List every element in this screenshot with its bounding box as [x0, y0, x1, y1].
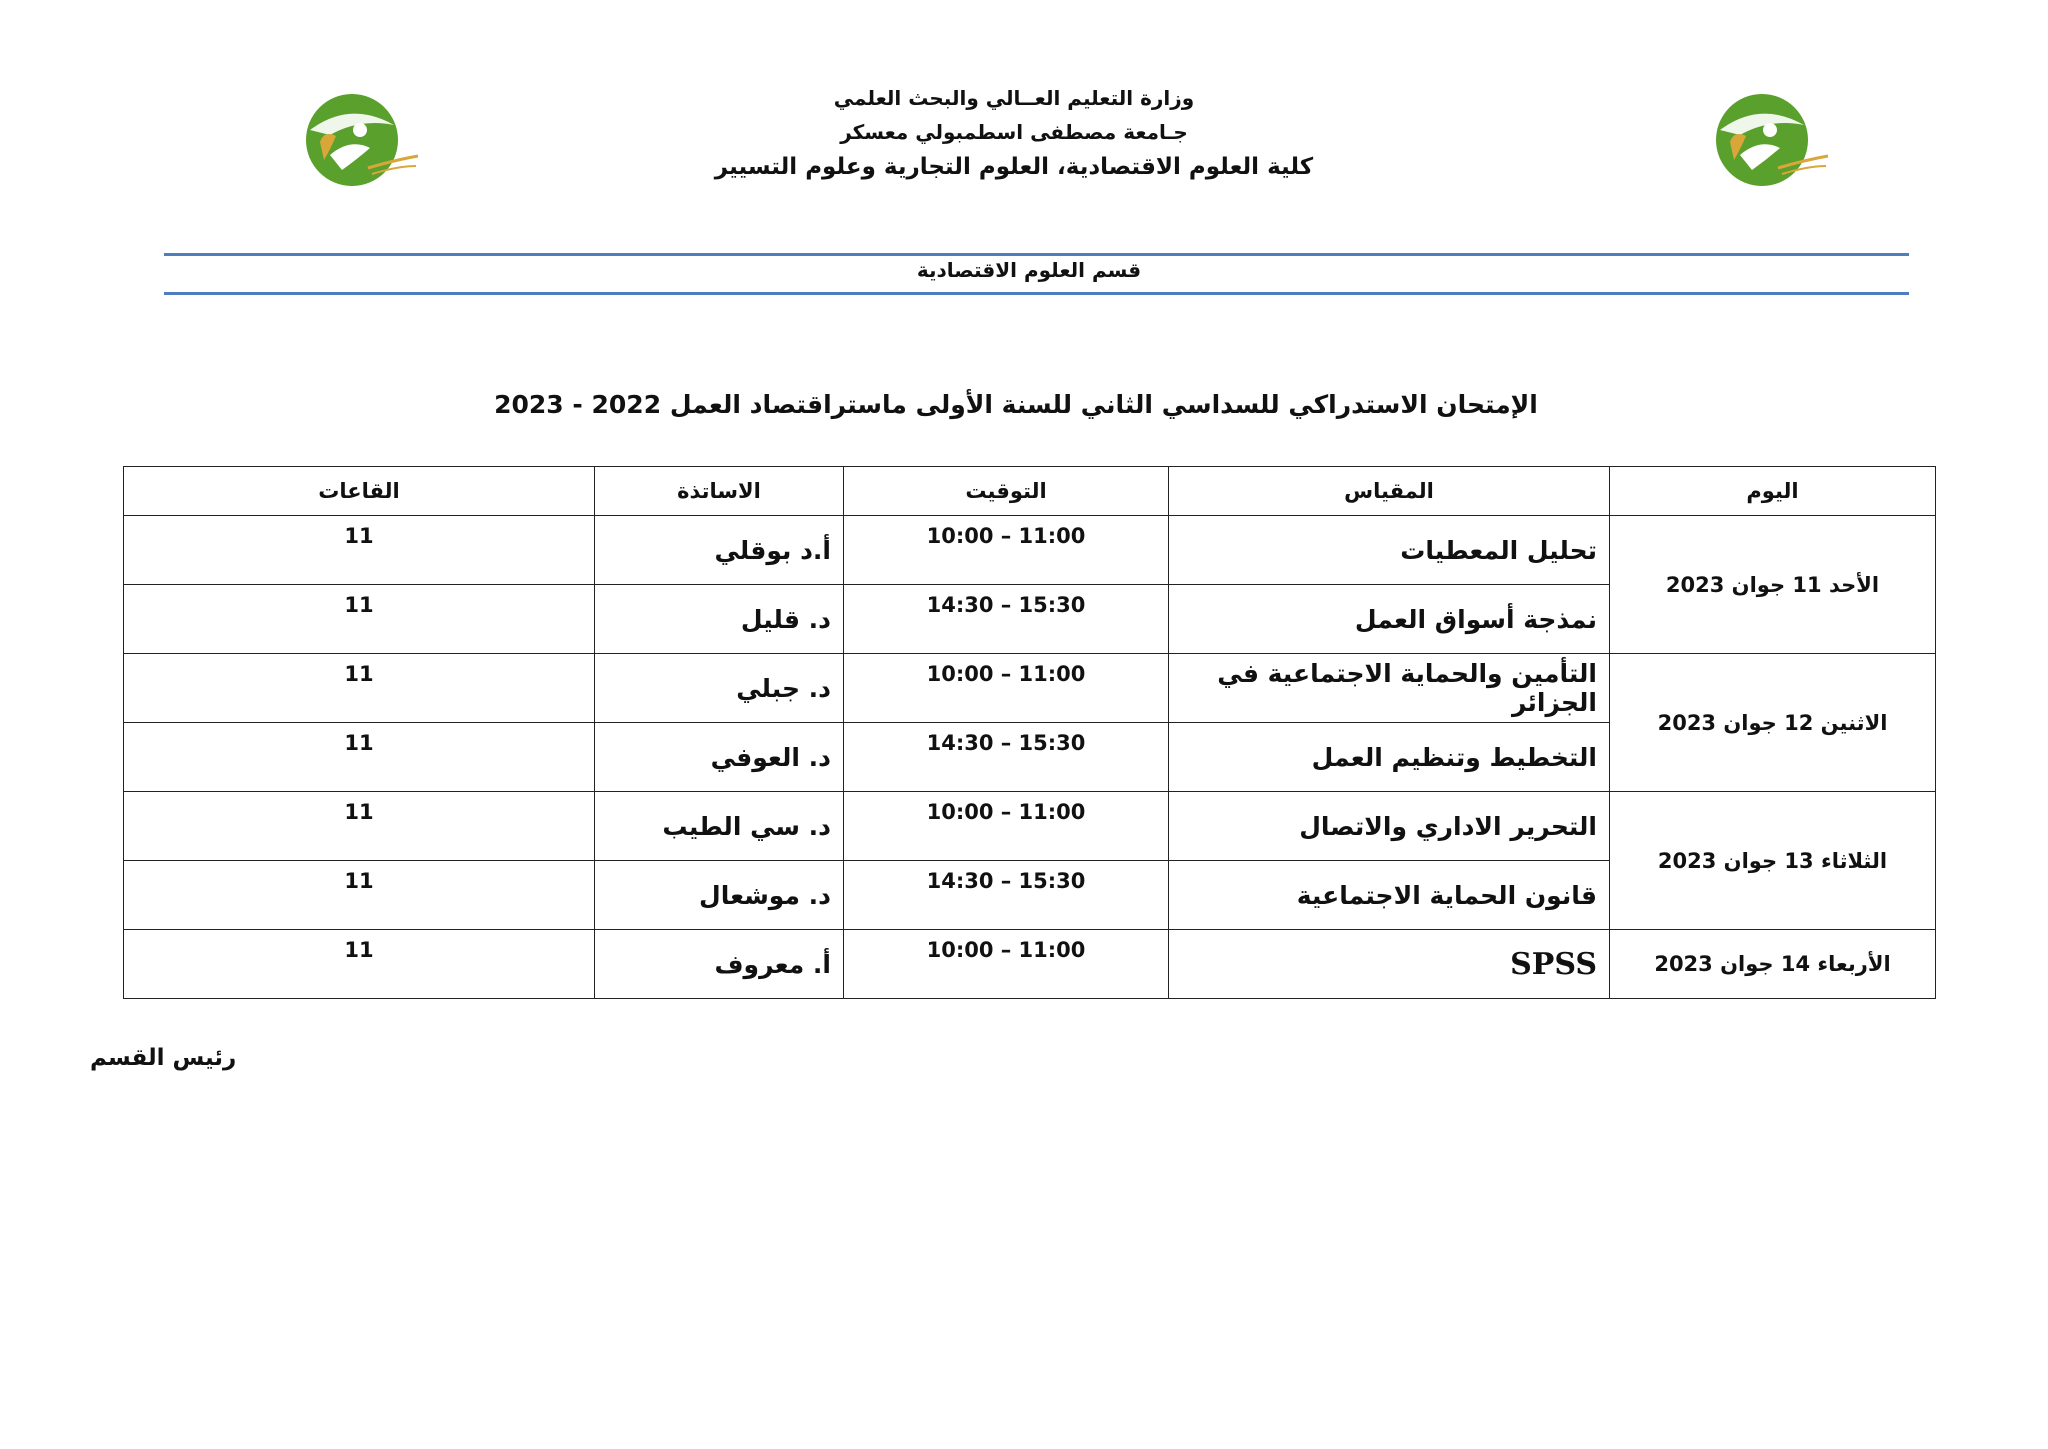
day-cell: الأربعاء 14 جوان 2023	[1610, 930, 1936, 999]
department-name: قسم العلوم الاقتصادية	[916, 258, 1142, 282]
day-cell: الاثنين 12 جوان 2023	[1610, 654, 1936, 792]
header-time: التوقيت	[844, 467, 1169, 516]
day-cell: الأحد 11 جوان 2023	[1610, 516, 1936, 654]
module-cell: SPSS	[1169, 930, 1610, 999]
time-cell: 10:00 – 11:00	[844, 654, 1169, 723]
teacher-cell: أ. معروف	[595, 930, 844, 999]
time-cell: 10:00 – 11:00	[844, 792, 1169, 861]
room-cell: 11	[124, 792, 595, 861]
time-cell: 10:00 – 11:00	[844, 930, 1169, 999]
table-row	[124, 516, 1936, 585]
divider-bottom	[164, 292, 1909, 295]
ministry-title: وزارة التعليم العــالي والبحث العلمي	[833, 86, 1195, 110]
time-cell: 10:00 – 11:00	[844, 516, 1169, 585]
time-cell: 14:30 – 15:30	[844, 861, 1169, 930]
table-header-row	[124, 467, 1936, 516]
header-teachers: الاساتذة	[595, 467, 844, 516]
table-row	[124, 654, 1936, 723]
room-cell: 11	[124, 930, 595, 999]
teacher-cell: د. سي الطيب	[595, 792, 844, 861]
table-row	[124, 792, 1936, 861]
department-head-signature-label: رئيس القسم	[90, 1045, 237, 1071]
day-cell: الثلاثاء 13 جوان 2023	[1610, 792, 1936, 930]
module-cell: نمذجة أسواق العمل	[1169, 585, 1610, 654]
divider-top	[164, 253, 1909, 256]
faculty-name: كلية العلوم الاقتصادية، العلوم التجارية وعلوم التسيير	[714, 154, 1314, 180]
header-module: المقياس	[1169, 467, 1610, 516]
teacher-cell: د. العوفي	[595, 723, 844, 792]
time-cell: 14:30 – 15:30	[844, 585, 1169, 654]
module-cell: التخطيط وتنظيم العمل	[1169, 723, 1610, 792]
room-cell: 11	[124, 723, 595, 792]
room-cell: 11	[124, 861, 595, 930]
table-row	[124, 930, 1936, 999]
header-rooms: القاعات	[124, 467, 595, 516]
teacher-cell: د. موشعال	[595, 861, 844, 930]
room-cell: 11	[124, 654, 595, 723]
university-name: جـامعة مصطفى اسطمبولي معسكر	[840, 120, 1188, 144]
room-cell: 11	[124, 585, 595, 654]
exam-title: الإمتحان الاستدراكي للسداسي الثاني للسنة الأولى ماستراقتصاد العمل 2022 - 2023	[494, 390, 1538, 419]
teacher-cell: أ.د بوقلي	[595, 516, 844, 585]
module-cell: تحليل المعطيات	[1169, 516, 1610, 585]
module-cell: التأمين والحماية الاجتماعية في الجزائر	[1169, 654, 1610, 723]
room-cell: 11	[124, 516, 595, 585]
header-day: اليوم	[1610, 467, 1936, 516]
teacher-cell: د. جبلي	[595, 654, 844, 723]
module-cell: التحرير الاداري والاتصال	[1169, 792, 1610, 861]
exam-schedule-table	[123, 466, 1936, 999]
module-cell: قانون الحماية الاجتماعية	[1169, 861, 1610, 930]
time-cell: 14:30 – 15:30	[844, 723, 1169, 792]
teacher-cell: د. قليل	[595, 585, 844, 654]
